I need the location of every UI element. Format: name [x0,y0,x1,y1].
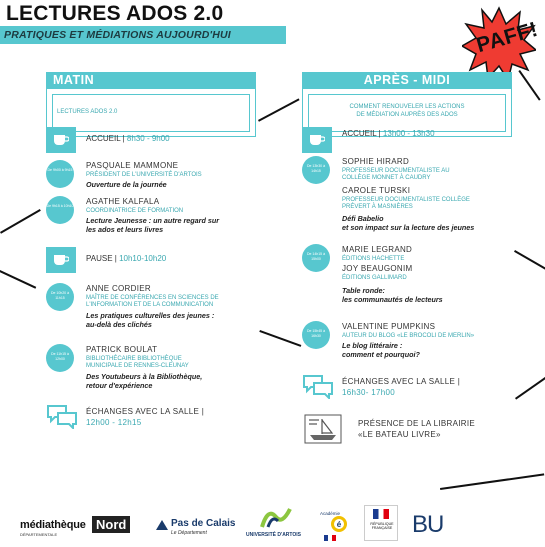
accueil-line: ACCUEIL | 13h00 - 13h30 [342,129,435,138]
morning-box-text: LECTURES ADOS 2.0 [52,94,250,132]
speaker-entry [302,244,512,308]
talk-title-line2: et son impact sur la lecture des jeunes [342,223,475,232]
morning-pause [46,247,256,273]
librairie-entry [302,413,512,447]
speaker-role-line1: BIBLIOTHÉCAIRE BIBLIOTHÈQUE [86,356,182,362]
speaker-name: CAROLE TURSKI [342,186,411,195]
flag-icon [373,509,389,519]
afternoon-echanges [302,373,512,403]
accueil-time: 13h00 - 13h30 [382,129,435,138]
pause-block [46,247,76,273]
time-badge: De 13h30 à 14h15 [302,156,330,184]
accueil-label: ACCUEIL [86,134,121,143]
talk-title-line2: les ados et leurs livres [86,225,164,234]
accueil-block [302,127,332,153]
republique-francaise-logo [364,505,398,541]
pause-time: 10h10-10h20 [119,254,167,263]
accueil-block [46,127,76,153]
speaker-role-line2: COLLÈGE MONNET À CAUDRY [342,175,431,181]
logo-text: Nord [92,516,130,533]
speaker-entry [302,321,522,365]
logo-text: UNIVERSITÉ D'ARTOIS [246,532,301,538]
logo-text: Académie [320,511,341,516]
talk-title-line2: les communautés de lecteurs [342,295,443,304]
talk-title-line1: Les pratiques culturelles des jeunes : [86,311,215,320]
logo-text: BU [412,511,444,538]
echanges-time: 12h00 - 12h15 [86,418,142,427]
echanges-label-line: ÉCHANGES AVEC LA SALLE | [86,407,205,416]
time-badge: De 9h15 à 10h10 [46,196,74,224]
page-title: LECTURES ADOS 2.0 [6,2,224,25]
logo-text: Pas de Calais [171,518,236,529]
artois-emblem-icon [260,505,292,529]
speaker-role-line1: PROFESSEUR DOCUMENTALISTE COLLÈGE [342,197,470,203]
coffee-cup-icon [53,253,69,266]
svg-text:é: é [336,520,342,529]
page-subtitle: PRATIQUES ET MÉDIATIONS AUJOURD'HUI [4,29,231,41]
universite-artois-logo [246,505,308,545]
decorative-line [440,473,544,490]
speech-bubbles-icon [46,403,78,429]
echanges-label: ÉCHANGES AVEC LA SALLE [342,377,456,386]
talk-title: Ouverture de la journée [86,180,167,189]
speaker-role-line2: PRÉVERT À MASNIÈRES [342,204,413,210]
decorative-line [515,375,545,400]
afternoon-box-line1: COMMENT RENOUVELER LES ACTIONS [349,104,465,110]
time-badge: De 9h00 à 9h15 [46,160,74,188]
decorative-line [258,98,300,121]
echanges-time: 16h30- 17h00 [342,388,395,397]
speaker-role-line2: MUNICIPALE DE RENNES-CLEUNAY [86,363,189,369]
speaker-name: PASQUALE MAMMONE [86,161,179,170]
speaker-role: ÉDITIONS GALLIMARD [342,275,407,281]
librairie-line1: PRÉSENCE DE LA LIBRAIRIE [358,419,476,428]
speaker-role: AUTEUR DU BLOG «LE BROCOLI DE MERLIN» [342,333,475,339]
paff-text: PAFF! [473,17,541,58]
talk-title-line2: comment et pourquoi? [342,350,420,359]
time-badge: De 11h15 à 12h00 [46,344,74,372]
echanges-label: ÉCHANGES AVEC LA SALLE [86,407,200,416]
speaker-role: COORDINATRICE DE FORMATION [86,208,184,214]
decorative-line [0,270,36,289]
speaker-name: PATRICK BOULAT [86,345,158,354]
academie-circle-icon [330,515,348,533]
decorative-line [259,330,301,347]
decorative-line [0,209,41,234]
talk-title-line1: Défi Babelio [342,214,384,223]
morning-echanges [46,403,256,433]
speaker-name: SOPHIE HIRARD [342,157,410,166]
speaker-name: ANNE CORDIER [86,284,151,293]
triangle-icon [156,520,168,530]
time-badge: De 14h15 à 15h00 [302,244,330,272]
decorative-line [514,250,545,270]
coffee-cup-icon [53,133,69,146]
afternoon-box-line2: DE MÉDIATION AUPRÈS DES ADOS [356,112,458,118]
speaker-entry [46,196,256,240]
morning-accueil [46,127,256,153]
logo-subtext: DÉPARTEMENTALE [20,532,58,537]
accueil-label: ACCUEIL [342,129,377,138]
time-badge: De 10h20 à 11h15 [46,283,74,311]
speaker-entry [46,344,261,396]
pas-de-calais-logo [156,517,236,539]
talk-title-line2: au-delà des clichés [86,320,152,329]
accueil-time: 8h30 - 9h00 [126,134,170,143]
librairie-line2: «LE BATEAU LIVRE» [358,430,441,439]
speaker-entry [46,160,256,196]
talk-title-line1: Table ronde: [342,286,385,295]
coffee-cup-icon [309,133,325,146]
talk-title-line1: Lecture Jeunesse : un autre regard sur [86,216,220,225]
speech-bubbles-icon [302,373,334,399]
bu-logo [410,509,446,539]
speaker-role-line2: L'INFORMATION ET DE LA COMMUNICATION [86,302,214,308]
morning-heading: MATIN [46,72,256,89]
flag-icon [324,535,336,541]
speaker-name: JOY BEAUGONIM [342,264,413,273]
speaker-entry [46,283,261,335]
speaker-role-line1: MAÎTRE DE CONFÉRENCES EN SCIENCES DE [86,295,219,301]
accueil-line: ACCUEIL | 8h30 - 9h00 [86,134,170,143]
speaker-name: VALENTINE PUMPKINS [342,322,436,331]
speaker-role-line1: PROFESSEUR DOCUMENTALISTE AU [342,168,450,174]
logo-subtext: Le Département [171,530,207,536]
speaker-name: AGATHE KALFALA [86,197,160,206]
talk-title-line2: retour d'expérience [86,381,153,390]
speaker-name: MARIE LEGRAND [342,245,413,254]
talk-title-line1: Des Youtubeurs à la Bibliothèque, [86,372,203,381]
mediatheque-nord-logo [20,519,138,539]
academie-logo [320,511,354,543]
pause-label: PAUSE [86,254,113,263]
footer-logos [0,495,545,547]
logo-text: RÉPUBLIQUE FRANÇAISE [370,522,394,530]
logo-text: médiathèque [20,519,86,531]
talk-title-line1: Le blog littéraire : [342,341,403,350]
bookshop-stamp-icon [304,413,342,445]
echanges-label-line: ÉCHANGES AVEC LA SALLE | [342,377,461,386]
afternoon-accueil [302,127,512,153]
afternoon-heading: APRÈS - MIDI [302,72,512,89]
pause-line: PAUSE | 10h10-10h20 [86,254,167,263]
speaker-role: ÉDITIONS HACHETTE [342,256,405,262]
time-badge: De 15h45 à 16h30 [302,321,330,349]
speaker-role: PRÉSIDENT DE L'UNIVERSITÉ D'ARTOIS [86,172,202,178]
speaker-entry [302,156,522,236]
